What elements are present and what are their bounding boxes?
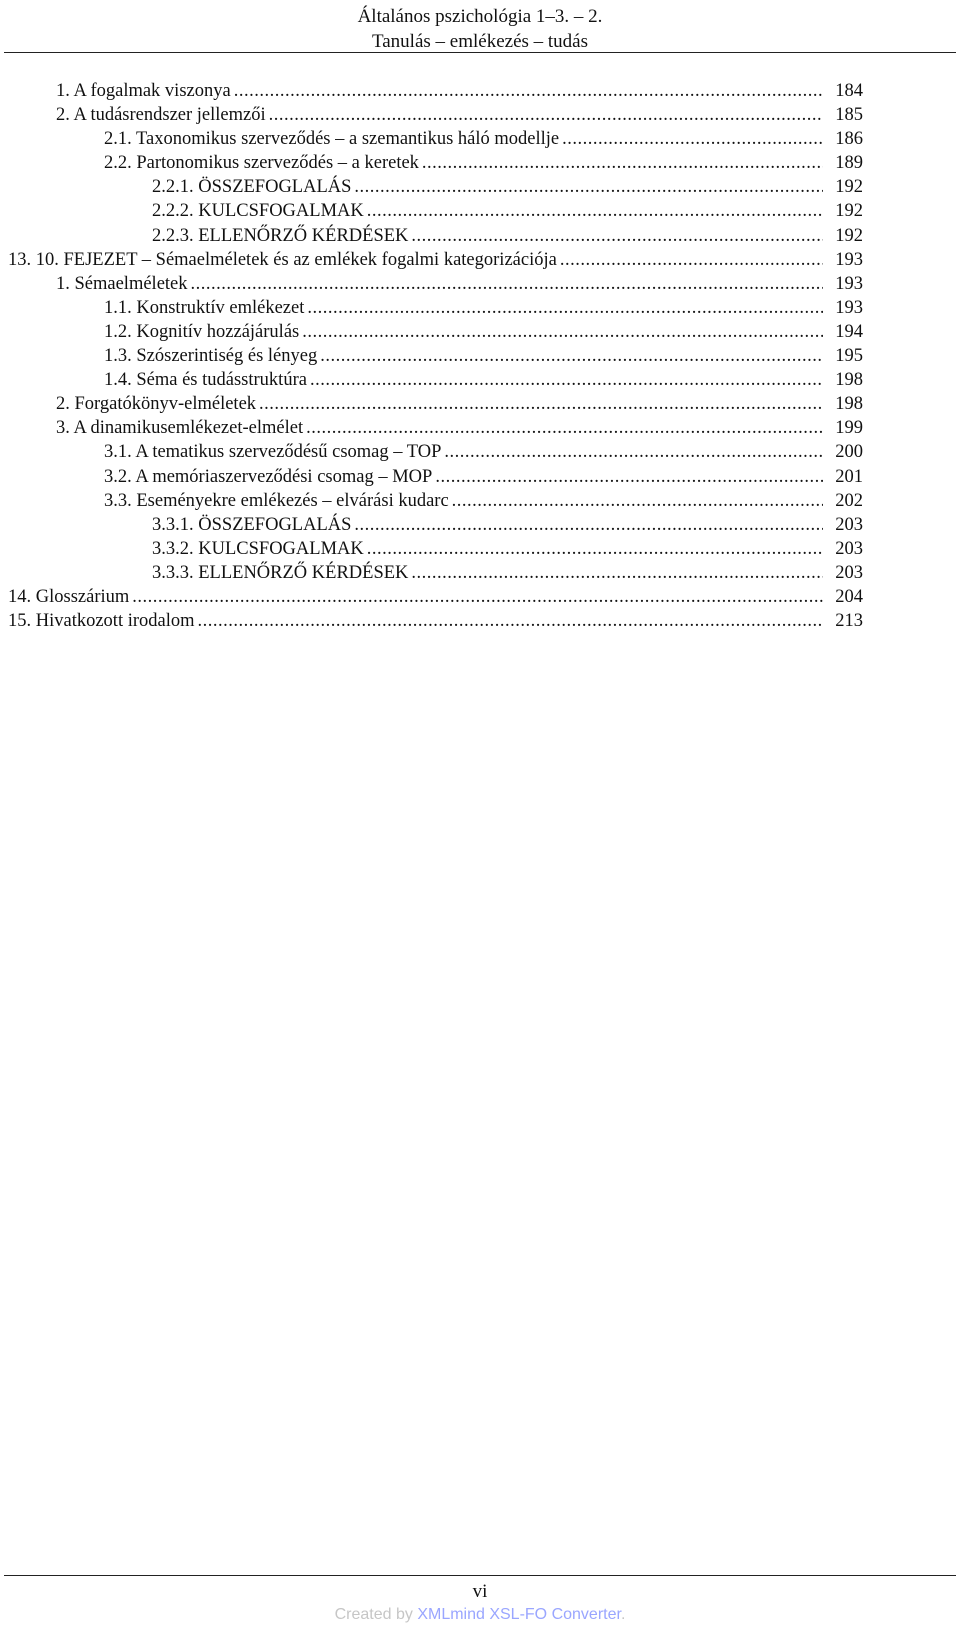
toc-entry-page: 195 <box>835 346 863 367</box>
toc-entry[interactable] <box>0 465 960 489</box>
toc-entry-page: 194 <box>835 321 863 342</box>
toc-dot-leader <box>259 392 823 416</box>
toc-entry[interactable] <box>0 79 960 103</box>
toc-entry[interactable] <box>0 199 960 223</box>
toc-entry-title: 13. 10. FEJEZET – Sémaelméletek és az emlékek fogalmi kategorizációja <box>8 249 557 270</box>
toc-entry[interactable] <box>0 513 960 537</box>
toc-entry-page: 193 <box>835 297 863 318</box>
table-of-contents <box>0 79 960 633</box>
toc-entry[interactable] <box>0 609 960 633</box>
toc-entry-page: 202 <box>835 490 863 511</box>
toc-dot-leader <box>269 103 823 127</box>
toc-entry-page: 192 <box>835 177 863 198</box>
toc-entry-title: 3.3.1. ÖSSZEFOGLALÁS <box>152 514 352 535</box>
toc-entry-title: 1.3. Szószerintiség és lényeg <box>104 346 318 367</box>
toc-dot-leader <box>132 585 823 609</box>
toc-dot-leader <box>422 151 823 175</box>
toc-entry-page: 192 <box>835 225 863 246</box>
toc-entry-page: 186 <box>835 129 863 150</box>
page-number: vi <box>472 1581 488 1602</box>
toc-entry-page: 192 <box>835 201 863 222</box>
toc-dot-leader <box>367 537 823 561</box>
toc-entry[interactable] <box>0 320 960 344</box>
toc-entry-page: 200 <box>835 442 863 463</box>
toc-entry-page: 203 <box>835 538 863 559</box>
toc-dot-leader <box>198 609 823 633</box>
toc-entry[interactable] <box>0 344 960 368</box>
toc-entry[interactable] <box>0 248 960 272</box>
toc-entry[interactable] <box>0 151 960 175</box>
toc-dot-leader <box>411 561 823 585</box>
toc-entry[interactable] <box>0 392 960 416</box>
toc-entry-title: 3.3. Eseményekre emlékezés – elvárási kudarc <box>104 490 449 511</box>
toc-entry-page: 185 <box>835 105 863 126</box>
toc-entry-page: 199 <box>835 418 863 439</box>
toc-entry-title: 3.2. A memóriaszerveződési csomag – MOP <box>104 466 433 487</box>
toc-entry-title: 1.4. Séma és tudásstruktúra <box>104 370 307 391</box>
footer-divider <box>4 1575 956 1576</box>
toc-dot-leader <box>191 272 823 296</box>
toc-entry[interactable] <box>0 272 960 296</box>
toc-entry-page: 184 <box>835 81 863 101</box>
toc-entry-title: 14. Glosszárium <box>8 586 130 607</box>
toc-dot-leader <box>354 175 823 199</box>
toc-entry-page: 189 <box>835 153 863 174</box>
toc-entry-page: 198 <box>835 370 863 391</box>
toc-entry-title: 1.1. Konstruktív emlékezet <box>104 297 305 318</box>
toc-dot-leader <box>310 368 823 392</box>
converter-watermark <box>0 1605 960 1625</box>
toc-entry[interactable] <box>0 585 960 609</box>
header-divider <box>4 52 956 53</box>
watermark-suffix: . <box>620 1606 626 1623</box>
toc-entry-title: 1. Sémaelméletek <box>56 273 188 294</box>
toc-entry[interactable] <box>0 416 960 440</box>
toc-entry-page: 203 <box>835 514 863 535</box>
toc-dot-leader <box>367 199 823 223</box>
watermark-brand-link[interactable]: XMLmind XSL-FO Converter <box>417 1606 621 1623</box>
toc-entry-title: 2.1. Taxonomikus szerveződés – a szemantikus háló modellje <box>104 129 560 150</box>
toc-entry[interactable] <box>0 103 960 127</box>
toc-entry-page: 193 <box>835 273 863 294</box>
header-chapter-title: Tanulás – emlékezés – tudás <box>371 31 589 52</box>
toc-entry-title: 2.2.1. ÖSSZEFOGLALÁS <box>152 177 352 198</box>
toc-entry-title: 3.1. A tematikus szerveződésű csomag – TOP <box>104 442 442 463</box>
toc-entry[interactable] <box>0 368 960 392</box>
toc-dot-leader <box>306 416 823 440</box>
toc-entry-page: 213 <box>835 611 863 632</box>
toc-dot-leader <box>560 248 823 272</box>
toc-entry-page: 204 <box>835 586 863 607</box>
toc-entry[interactable] <box>0 537 960 561</box>
toc-entry[interactable] <box>0 489 960 513</box>
toc-dot-leader <box>444 440 823 464</box>
toc-dot-leader <box>320 344 823 368</box>
toc-dot-leader <box>234 79 823 103</box>
toc-dot-leader <box>411 224 823 248</box>
toc-entry[interactable] <box>0 175 960 199</box>
toc-dot-leader <box>302 320 823 344</box>
toc-entry-page: 203 <box>835 562 863 583</box>
toc-entry[interactable] <box>0 224 960 248</box>
toc-entry-title: 3. A dinamikusemlékezet-elmélet <box>56 418 304 439</box>
toc-dot-leader <box>435 465 823 489</box>
toc-entry-title: 15. Hivatkozott irodalom <box>8 611 195 632</box>
toc-entry[interactable] <box>0 561 960 585</box>
toc-entry-title: 1.2. Kognitív hozzájárulás <box>104 321 300 342</box>
toc-dot-leader <box>307 296 823 320</box>
running-header <box>0 4 960 54</box>
toc-entry-title: 2. A tudásrendszer jellemzői <box>56 105 266 126</box>
header-book-title: Általános pszichológia 1–3. – 2. <box>357 6 603 27</box>
toc-entry-title: 2. Forgatókönyv-elméletek <box>56 394 257 415</box>
toc-dot-leader <box>354 513 823 537</box>
toc-entry-page: 198 <box>835 394 863 415</box>
toc-entry-title: 2.2.3. ELLENŐRZŐ KÉRDÉSEK <box>152 225 409 246</box>
toc-entry-page: 201 <box>835 466 863 487</box>
watermark-prefix: Created by <box>334 1606 418 1623</box>
toc-dot-leader <box>562 127 823 151</box>
toc-entry-title: 3.3.2. KULCSFOGALMAK <box>152 538 364 559</box>
toc-entry-title: 3.3.3. ELLENŐRZŐ KÉRDÉSEK <box>152 562 409 583</box>
toc-entry[interactable] <box>0 296 960 320</box>
toc-entry-title: 2.2.2. KULCSFOGALMAK <box>152 201 364 222</box>
toc-entry[interactable] <box>0 440 960 464</box>
toc-entry-page: 193 <box>835 249 863 270</box>
toc-entry-title: 2.2. Partonomikus szerveződés – a keretek <box>104 153 419 174</box>
toc-dot-leader <box>452 489 823 513</box>
toc-entry[interactable] <box>0 127 960 151</box>
toc-entry-title: 1. A fogalmak viszonya <box>56 81 231 101</box>
